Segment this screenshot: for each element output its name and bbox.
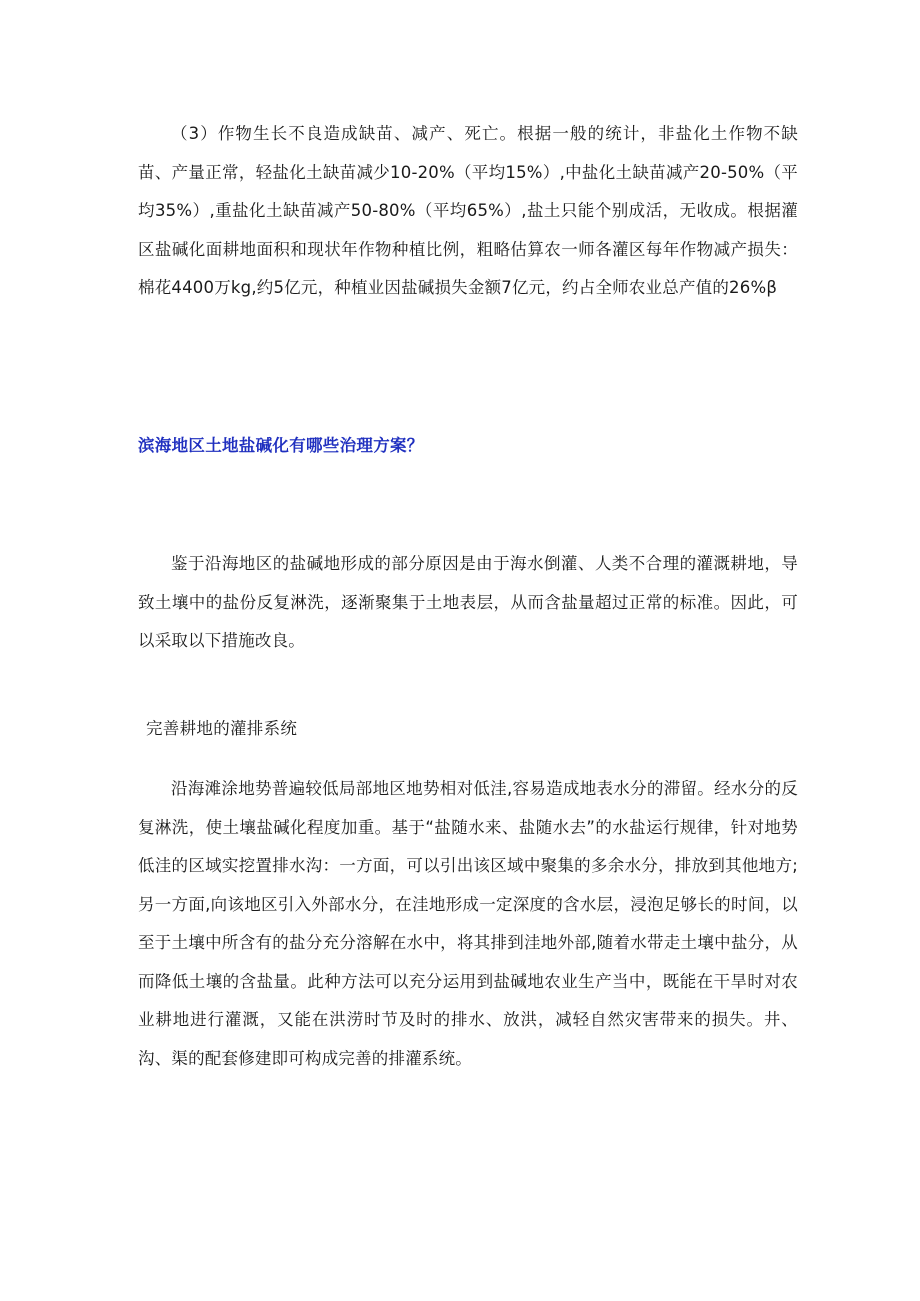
paragraph-intro: 鉴于沿海地区的盐碱地形成的部分原因是由于海水倒灌、人类不合理的灌溉耕地，导致土壤中的盐份反复淋洗，逐渐聚集于土地表层，从而含盐量超过正常的标准。因此，可以采取以下措施改良。: [138, 554, 798, 650]
section-heading-block: [138, 434, 798, 458]
paragraph-drainage-block: [138, 770, 798, 1078]
paragraph-crop-loss: （3）作物生长不良造成缺苗、减产、死亡。根据一般的统计，非盐化土作物不缺苗、产量正常，轻盐化土缺苗减少10-20%（平均15%）,中盐化土缺苗减产20-50%（平均35%）,重盐化土缺苗减产50-80%（平均65%）,盐土只能个别成活，无收成。根据灌区盐碱化面耕地面积和现状年作物种植比例，粗略估算农一师各灌区每年作物减产损失：棉花4400万kg,约5亿元，种植业因盐碱损失金额7亿元，约占全师农业总产值的26%β: [138, 124, 798, 297]
subheading-irrigation: 完善耕地的灌排系统: [146, 719, 298, 738]
paragraph-intro-block: [138, 545, 798, 661]
paragraph-crop-loss-block: [138, 115, 798, 308]
section-heading: 滨海地区土地盐碱化有哪些治理方案？: [138, 436, 424, 455]
subheading-block: [138, 717, 798, 741]
paragraph-drainage: 沿海滩涂地势普遍较低局部地区地势相对低洼,容易造成地表水分的滞留。经水分的反复淋洗，使土壤盐碱化程度加重。基于“盐随水来、盐随水去”的水盐运行规律，针对地势低洼的区域实挖置排水沟：一方面，可以引出该区域中聚集的多余水分，排放到其他地方;另一方面,向该地区引入外部水分，在洼地形成一定深度的含水层，浸泡足够长的时间，以至于土壤中所含有的盐分充分溶解在水中，将其排到洼地外部,随着水带走土壤中盐分，从而降低土壤的含盐量。此种方法可以充分运用到盐碱地农业生产当中，既能在干旱时对农业耕地进行灌溉，又能在洪涝时节及时的排水、放洪，减轻自然灾害带来的损失。井、沟、渠的配套修建即可构成完善的排灌系统。: [138, 779, 798, 1068]
